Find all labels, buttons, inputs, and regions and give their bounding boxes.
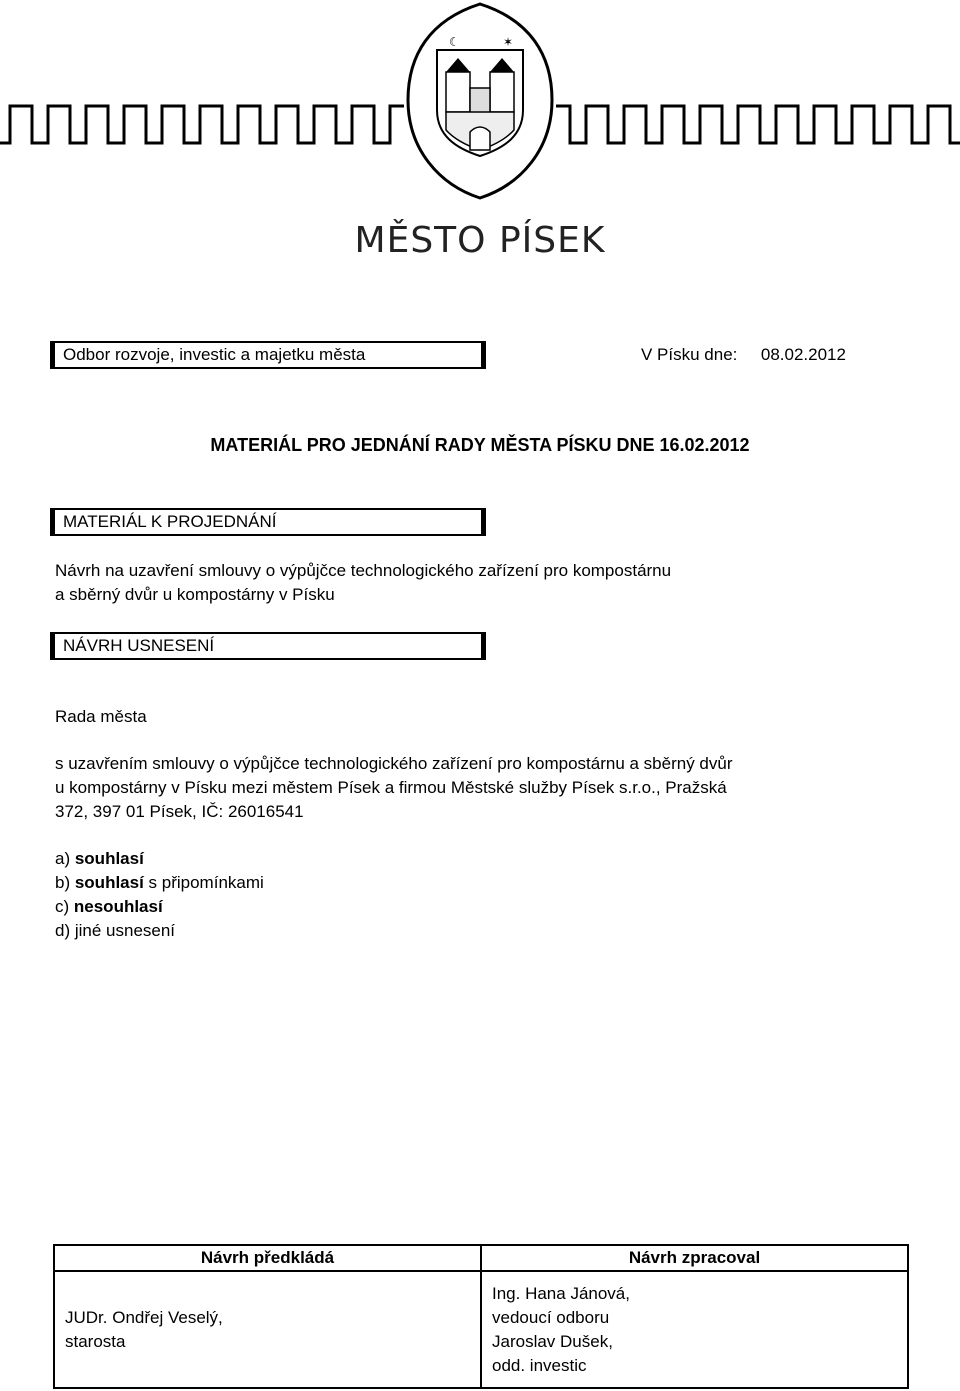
subject-line-1: Návrh na uzavření smlouvy o výpůjčce technologického zařízení pro kompostárnu [55,561,672,580]
body-line-1: s uzavřením smlouvy o výpůjčce technologického zařízení pro kompostárnu a sběrný dvůr [55,754,733,773]
author-cell [481,1245,908,1388]
resolution-section-box [50,632,486,660]
subject-line-2: a sběrný dvůr u kompostárny v Písku [55,585,335,604]
document-title: MATERIÁL PRO JEDNÁNÍ RADY MĚSTA PÍSKU DNE 16.02.2012 [210,435,750,455]
option-c: c) nesouhlasí [55,897,163,916]
option-d: d) jiné usnesení [55,921,176,940]
author-role-1: vedoucí odboru [492,1308,610,1327]
option-a: a) souhlasí [55,849,144,868]
body-line-2: u kompostárny v Písku mezi městem Písek a firmou Městské služby Písek s.r.o., Pražská [55,778,727,797]
material-section-label: MATERIÁL K PROJEDNÁNÍ [63,512,277,531]
author-role-2: odd. investic [492,1356,587,1375]
resolution-body [55,752,935,824]
options-list [55,847,264,943]
signature-table [53,1244,909,1389]
proposer-name: JUDr. Ondřej Veselý, [65,1308,223,1327]
proposer-cell [54,1245,481,1388]
proposer-header: Návrh předkládá [55,1246,480,1272]
date-line [641,343,846,367]
author-name-1: Ing. Hana Jánová, [492,1284,630,1303]
option-b: b) souhlasí s připomínkami [55,873,264,892]
svg-text:☾: ☾ [449,35,460,49]
body-line-3: 372, 397 01 Písek, IČ: 26016541 [55,802,304,821]
subject-text [55,559,915,607]
council-label: Rada města [55,707,147,726]
coat-of-arms-logo [408,4,552,198]
author-name-2: Jaroslav Dušek, [492,1332,613,1351]
date-value: 08.02.2012 [760,345,846,364]
material-section-box [50,508,486,536]
resolution-section-label: NÁVRH USNESENÍ [63,636,215,655]
author-header: Návrh zpracoval [482,1246,907,1272]
department-name: Odbor rozvoje, investic a majetku města [63,345,366,364]
department-box [50,341,486,369]
svg-text:✶: ✶ [503,35,514,49]
proposer-role: starosta [65,1332,126,1351]
city-name: MĚSTO PÍSEK [354,220,606,261]
date-label: V Písku dne: [641,345,738,364]
